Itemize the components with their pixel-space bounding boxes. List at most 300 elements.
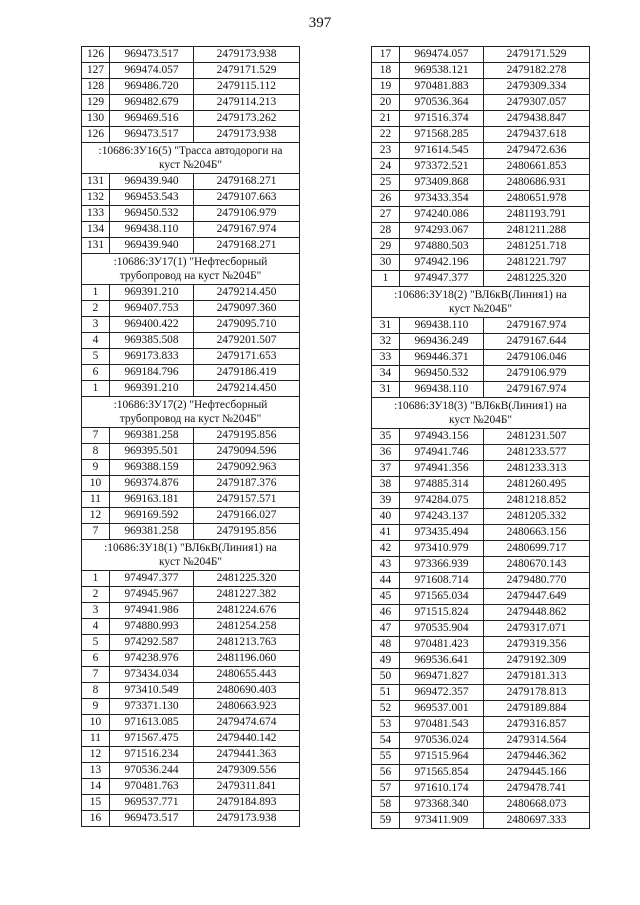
- x-coordinate: 974945.967: [110, 587, 194, 603]
- x-coordinate: 969407.753: [110, 301, 194, 317]
- x-coordinate: 969486.720: [110, 79, 194, 95]
- point-number: 5: [82, 635, 110, 651]
- y-coordinate: 2479478.741: [484, 781, 590, 797]
- table-row: [372, 223, 590, 239]
- y-coordinate: 2479106.979: [194, 206, 300, 222]
- table-row: [372, 765, 590, 781]
- y-coordinate: 2479171.529: [484, 47, 590, 63]
- x-coordinate: 969471.827: [400, 669, 484, 685]
- y-coordinate: 2479448.862: [484, 605, 590, 621]
- point-number: 54: [372, 733, 400, 749]
- x-coordinate: 971567.475: [110, 731, 194, 747]
- y-coordinate: 2481231.507: [484, 429, 590, 445]
- table-row: [372, 111, 590, 127]
- table-row: [82, 763, 300, 779]
- x-coordinate: 969473.517: [110, 811, 194, 827]
- x-coordinate: 971608.714: [400, 573, 484, 589]
- y-coordinate: 2479167.974: [484, 382, 590, 398]
- y-coordinate: 2479173.938: [194, 47, 300, 63]
- section-header-row: [82, 254, 300, 285]
- table-row: [82, 779, 300, 795]
- x-coordinate: 969473.517: [110, 47, 194, 63]
- y-coordinate: 2481196.060: [194, 651, 300, 667]
- y-coordinate: 2479173.938: [194, 127, 300, 143]
- x-coordinate: 971614.545: [400, 143, 484, 159]
- table-row: [372, 701, 590, 717]
- y-coordinate: 2479167.644: [484, 334, 590, 350]
- table-row: [372, 541, 590, 557]
- x-coordinate: 973434.034: [110, 667, 194, 683]
- y-coordinate: 2479171.529: [194, 63, 300, 79]
- table-row: [372, 175, 590, 191]
- x-coordinate: 969184.796: [110, 365, 194, 381]
- y-coordinate: 2481224.676: [194, 603, 300, 619]
- point-number: 28: [372, 223, 400, 239]
- y-coordinate: 2479187.376: [194, 476, 300, 492]
- point-number: 131: [82, 238, 110, 254]
- point-number: 1: [372, 271, 400, 287]
- x-coordinate: 969482.679: [110, 95, 194, 111]
- point-number: 58: [372, 797, 400, 813]
- table-row: [372, 127, 590, 143]
- y-coordinate: 2479438.847: [484, 111, 590, 127]
- point-number: 33: [372, 350, 400, 366]
- point-number: 2: [82, 587, 110, 603]
- x-coordinate: 969388.159: [110, 460, 194, 476]
- section-header-line: :10686:ЗУ16(5) "Трасса автодороги на: [98, 145, 283, 157]
- y-coordinate: 2479092.963: [194, 460, 300, 476]
- x-coordinate: 973366.939: [400, 557, 484, 573]
- y-coordinate: 2479316.857: [484, 717, 590, 733]
- table-row: [82, 619, 300, 635]
- table-row: [372, 733, 590, 749]
- table-row: [82, 492, 300, 508]
- x-coordinate: 973410.549: [110, 683, 194, 699]
- point-number: 12: [82, 508, 110, 524]
- point-number: 38: [372, 477, 400, 493]
- y-coordinate: 2480690.403: [194, 683, 300, 699]
- table-row: [372, 239, 590, 255]
- y-coordinate: 2481211.288: [484, 223, 590, 239]
- y-coordinate: 2479173.938: [194, 811, 300, 827]
- table-row: [82, 79, 300, 95]
- y-coordinate: 2479480.770: [484, 573, 590, 589]
- point-number: 12: [82, 747, 110, 763]
- point-number: 1: [82, 285, 110, 301]
- section-header-line: :10686:ЗУ18(3) "ВЛ6кВ(Линия1) на: [394, 400, 567, 412]
- section-header: [372, 287, 590, 318]
- y-coordinate: 2479107.663: [194, 190, 300, 206]
- table-row: [372, 255, 590, 271]
- table-row: [82, 524, 300, 540]
- section-header: [372, 398, 590, 429]
- y-coordinate: 2479106.046: [484, 350, 590, 366]
- y-coordinate: 2481260.495: [484, 477, 590, 493]
- point-number: 41: [372, 525, 400, 541]
- table-row: [82, 460, 300, 476]
- coordinates-table-left: [81, 46, 300, 827]
- table-row: [372, 382, 590, 398]
- x-coordinate: 970481.423: [400, 637, 484, 653]
- x-coordinate: 973368.340: [400, 797, 484, 813]
- table-row: [82, 63, 300, 79]
- x-coordinate: 973371.130: [110, 699, 194, 715]
- point-number: 55: [372, 749, 400, 765]
- x-coordinate: 971568.285: [400, 127, 484, 143]
- section-header-line: трубопровод на куст №204Б": [119, 270, 262, 282]
- table-row: [82, 699, 300, 715]
- point-number: 24: [372, 159, 400, 175]
- x-coordinate: 971565.034: [400, 589, 484, 605]
- point-number: 7: [82, 667, 110, 683]
- x-coordinate: 974943.156: [400, 429, 484, 445]
- table-row: [372, 47, 590, 63]
- y-coordinate: 2479189.884: [484, 701, 590, 717]
- table-row: [372, 79, 590, 95]
- y-coordinate: 2479195.856: [194, 428, 300, 444]
- point-number: 35: [372, 429, 400, 445]
- x-coordinate: 969538.121: [400, 63, 484, 79]
- table-row: [372, 797, 590, 813]
- x-coordinate: 973372.521: [400, 159, 484, 175]
- section-header: [82, 143, 300, 174]
- y-coordinate: 2480663.923: [194, 699, 300, 715]
- y-coordinate: 2479186.419: [194, 365, 300, 381]
- table-row: [372, 573, 590, 589]
- y-coordinate: 2479472.636: [484, 143, 590, 159]
- point-number: 36: [372, 445, 400, 461]
- table-row: [82, 731, 300, 747]
- x-coordinate: 969438.110: [400, 318, 484, 334]
- x-coordinate: 969537.001: [400, 701, 484, 717]
- y-coordinate: 2479319.356: [484, 637, 590, 653]
- table-row: [82, 317, 300, 333]
- point-number: 43: [372, 557, 400, 573]
- x-coordinate: 969173.833: [110, 349, 194, 365]
- y-coordinate: 2479440.142: [194, 731, 300, 747]
- y-coordinate: 2479437.618: [484, 127, 590, 143]
- y-coordinate: 2480668.073: [484, 797, 590, 813]
- table-row: [82, 795, 300, 811]
- point-number: 16: [82, 811, 110, 827]
- point-number: 6: [82, 365, 110, 381]
- section-header-line: трубопровод на куст №204Б": [119, 413, 262, 425]
- x-coordinate: 970536.024: [400, 733, 484, 749]
- table-row: [82, 111, 300, 127]
- table-row: [82, 444, 300, 460]
- table-row: [82, 206, 300, 222]
- table-row: [372, 637, 590, 653]
- y-coordinate: 2481193.791: [484, 207, 590, 223]
- y-coordinate: 2481205.332: [484, 509, 590, 525]
- table-row: [82, 508, 300, 524]
- point-number: 26: [372, 191, 400, 207]
- x-coordinate: 969450.532: [400, 366, 484, 382]
- point-number: 2: [82, 301, 110, 317]
- x-coordinate: 970535.904: [400, 621, 484, 637]
- y-coordinate: 2481221.797: [484, 255, 590, 271]
- x-coordinate: 970536.244: [110, 763, 194, 779]
- x-coordinate: 969381.258: [110, 524, 194, 540]
- table-row: [82, 603, 300, 619]
- y-coordinate: 2479474.674: [194, 715, 300, 731]
- section-header-line: куст №204Б": [158, 556, 223, 568]
- page-number: 397: [308, 15, 332, 31]
- x-coordinate: 970536.364: [400, 95, 484, 111]
- y-coordinate: 2481225.320: [484, 271, 590, 287]
- point-number: 56: [372, 765, 400, 781]
- x-coordinate: 969450.532: [110, 206, 194, 222]
- x-coordinate: 974293.067: [400, 223, 484, 239]
- y-coordinate: 2480663.156: [484, 525, 590, 541]
- x-coordinate: 971565.854: [400, 765, 484, 781]
- table-row: [372, 557, 590, 573]
- point-number: 37: [372, 461, 400, 477]
- table-row: [372, 653, 590, 669]
- point-number: 19: [372, 79, 400, 95]
- point-number: 128: [82, 79, 110, 95]
- x-coordinate: 974941.986: [110, 603, 194, 619]
- point-number: 1: [82, 381, 110, 397]
- section-header-line: куст №204Б": [448, 303, 513, 315]
- point-number: 18: [372, 63, 400, 79]
- point-number: 4: [82, 619, 110, 635]
- point-number: 30: [372, 255, 400, 271]
- y-coordinate: 2480655.443: [194, 667, 300, 683]
- point-number: 3: [82, 317, 110, 333]
- y-coordinate: 2481254.258: [194, 619, 300, 635]
- y-coordinate: 2481251.718: [484, 239, 590, 255]
- point-number: 129: [82, 95, 110, 111]
- table-row: [372, 445, 590, 461]
- point-number: 25: [372, 175, 400, 191]
- point-number: 57: [372, 781, 400, 797]
- section-header-line: :10686:ЗУ18(1) "ВЛ6кВ(Линия1) на: [104, 542, 277, 554]
- x-coordinate: 969163.181: [110, 492, 194, 508]
- table-row: [372, 143, 590, 159]
- table-row: [82, 365, 300, 381]
- x-coordinate: 969381.258: [110, 428, 194, 444]
- point-number: 126: [82, 127, 110, 143]
- y-coordinate: 2479214.450: [194, 381, 300, 397]
- point-number: 27: [372, 207, 400, 223]
- y-coordinate: 2481233.313: [484, 461, 590, 477]
- section-header-line: куст №204Б": [158, 159, 223, 171]
- section-header-line: :10686:ЗУ17(2) "Нефтесборный: [113, 399, 268, 411]
- table-row: [82, 301, 300, 317]
- x-coordinate: 969374.876: [110, 476, 194, 492]
- point-number: 59: [372, 813, 400, 829]
- section-header: [82, 540, 300, 571]
- table-row: [82, 476, 300, 492]
- table-row: [372, 749, 590, 765]
- point-number: 22: [372, 127, 400, 143]
- x-coordinate: 974243.137: [400, 509, 484, 525]
- table-row: [372, 191, 590, 207]
- x-coordinate: 969391.210: [110, 381, 194, 397]
- x-coordinate: 970481.543: [400, 717, 484, 733]
- section-header-row: [82, 540, 300, 571]
- x-coordinate: 969391.210: [110, 285, 194, 301]
- table-row: [82, 811, 300, 827]
- section-header-row: [372, 398, 590, 429]
- point-number: 52: [372, 701, 400, 717]
- table-row: [82, 635, 300, 651]
- x-coordinate: 969474.057: [400, 47, 484, 63]
- x-coordinate: 969469.516: [110, 111, 194, 127]
- section-header-row: [372, 287, 590, 318]
- section-header-line: :10686:ЗУ17(1) "Нефтесборный: [113, 256, 268, 268]
- point-number: 31: [372, 318, 400, 334]
- point-number: 3: [82, 603, 110, 619]
- point-number: 51: [372, 685, 400, 701]
- y-coordinate: 2479314.564: [484, 733, 590, 749]
- y-coordinate: 2479201.507: [194, 333, 300, 349]
- point-number: 39: [372, 493, 400, 509]
- y-coordinate: 2480661.853: [484, 159, 590, 175]
- y-coordinate: 2481218.852: [484, 493, 590, 509]
- table-row: [82, 190, 300, 206]
- table-row: [372, 63, 590, 79]
- point-number: 9: [82, 699, 110, 715]
- point-number: 34: [372, 366, 400, 382]
- x-coordinate: 974240.086: [400, 207, 484, 223]
- point-number: 11: [82, 492, 110, 508]
- table-row: [82, 222, 300, 238]
- table-row: [82, 747, 300, 763]
- y-coordinate: 2479095.710: [194, 317, 300, 333]
- table-row: [372, 350, 590, 366]
- y-coordinate: 2479447.649: [484, 589, 590, 605]
- table-row: [82, 238, 300, 254]
- y-coordinate: 2479192.309: [484, 653, 590, 669]
- x-coordinate: 969438.110: [400, 382, 484, 398]
- table-row: [372, 493, 590, 509]
- y-coordinate: 2481213.763: [194, 635, 300, 651]
- x-coordinate: 971516.374: [400, 111, 484, 127]
- section-header: [82, 397, 300, 428]
- table-row: [372, 207, 590, 223]
- x-coordinate: 973410.979: [400, 541, 484, 557]
- point-number: 46: [372, 605, 400, 621]
- x-coordinate: 971515.824: [400, 605, 484, 621]
- table-row: [372, 685, 590, 701]
- x-coordinate: 973411.909: [400, 813, 484, 829]
- table-row: [372, 589, 590, 605]
- section-header-row: [82, 143, 300, 174]
- y-coordinate: 2479309.334: [484, 79, 590, 95]
- section-header-line: :10686:ЗУ18(2) "ВЛ6кВ(Линия1) на: [394, 289, 567, 301]
- x-coordinate: 969472.357: [400, 685, 484, 701]
- point-number: 10: [82, 715, 110, 731]
- y-coordinate: 2479106.979: [484, 366, 590, 382]
- point-number: 7: [82, 524, 110, 540]
- x-coordinate: 969439.940: [110, 238, 194, 254]
- y-coordinate: 2479178.813: [484, 685, 590, 701]
- table-row: [372, 525, 590, 541]
- point-number: 23: [372, 143, 400, 159]
- table-row: [372, 717, 590, 733]
- point-number: 53: [372, 717, 400, 733]
- point-number: 131: [82, 174, 110, 190]
- point-number: 44: [372, 573, 400, 589]
- y-coordinate: 2479181.313: [484, 669, 590, 685]
- table-row: [82, 587, 300, 603]
- point-number: 11: [82, 731, 110, 747]
- x-coordinate: 974942.196: [400, 255, 484, 271]
- table-row: [372, 605, 590, 621]
- point-number: 127: [82, 63, 110, 79]
- section-header: [82, 254, 300, 285]
- table-row: [372, 669, 590, 685]
- table-row: [372, 461, 590, 477]
- table-row: [372, 334, 590, 350]
- y-coordinate: 2479445.166: [484, 765, 590, 781]
- x-coordinate: 969385.508: [110, 333, 194, 349]
- y-coordinate: 2480697.333: [484, 813, 590, 829]
- y-coordinate: 2479157.571: [194, 492, 300, 508]
- x-coordinate: 969473.517: [110, 127, 194, 143]
- y-coordinate: 2479094.596: [194, 444, 300, 460]
- y-coordinate: 2479173.262: [194, 111, 300, 127]
- table-row: [372, 366, 590, 382]
- x-coordinate: 969438.110: [110, 222, 194, 238]
- point-number: 13: [82, 763, 110, 779]
- point-number: 15: [82, 795, 110, 811]
- table-row: [82, 428, 300, 444]
- table-row: [372, 509, 590, 525]
- y-coordinate: 2480686.931: [484, 175, 590, 191]
- point-number: 32: [372, 334, 400, 350]
- table-row: [82, 715, 300, 731]
- y-coordinate: 2479195.856: [194, 524, 300, 540]
- table-row: [372, 429, 590, 445]
- table-row: [372, 477, 590, 493]
- point-number: 126: [82, 47, 110, 63]
- point-number: 40: [372, 509, 400, 525]
- point-number: 48: [372, 637, 400, 653]
- y-coordinate: 2479114.213: [194, 95, 300, 111]
- y-coordinate: 2479097.360: [194, 301, 300, 317]
- x-coordinate: 974880.993: [110, 619, 194, 635]
- point-number: 20: [372, 95, 400, 111]
- x-coordinate: 969436.249: [400, 334, 484, 350]
- x-coordinate: 974947.377: [110, 571, 194, 587]
- table-row: [82, 285, 300, 301]
- point-number: 17: [372, 47, 400, 63]
- table-row: [82, 127, 300, 143]
- y-coordinate: 2481233.577: [484, 445, 590, 461]
- y-coordinate: 2479167.974: [194, 222, 300, 238]
- point-number: 130: [82, 111, 110, 127]
- x-coordinate: 974885.314: [400, 477, 484, 493]
- x-coordinate: 974947.377: [400, 271, 484, 287]
- point-number: 7: [82, 428, 110, 444]
- point-number: 8: [82, 683, 110, 699]
- x-coordinate: 973435.494: [400, 525, 484, 541]
- y-coordinate: 2479171.653: [194, 349, 300, 365]
- point-number: 50: [372, 669, 400, 685]
- x-coordinate: 971610.174: [400, 781, 484, 797]
- section-header-row: [82, 397, 300, 428]
- y-coordinate: 2479184.893: [194, 795, 300, 811]
- y-coordinate: 2479441.363: [194, 747, 300, 763]
- table-row: [82, 571, 300, 587]
- y-coordinate: 2479115.112: [194, 79, 300, 95]
- x-coordinate: 969395.501: [110, 444, 194, 460]
- y-coordinate: 2479166.027: [194, 508, 300, 524]
- table-row: [372, 159, 590, 175]
